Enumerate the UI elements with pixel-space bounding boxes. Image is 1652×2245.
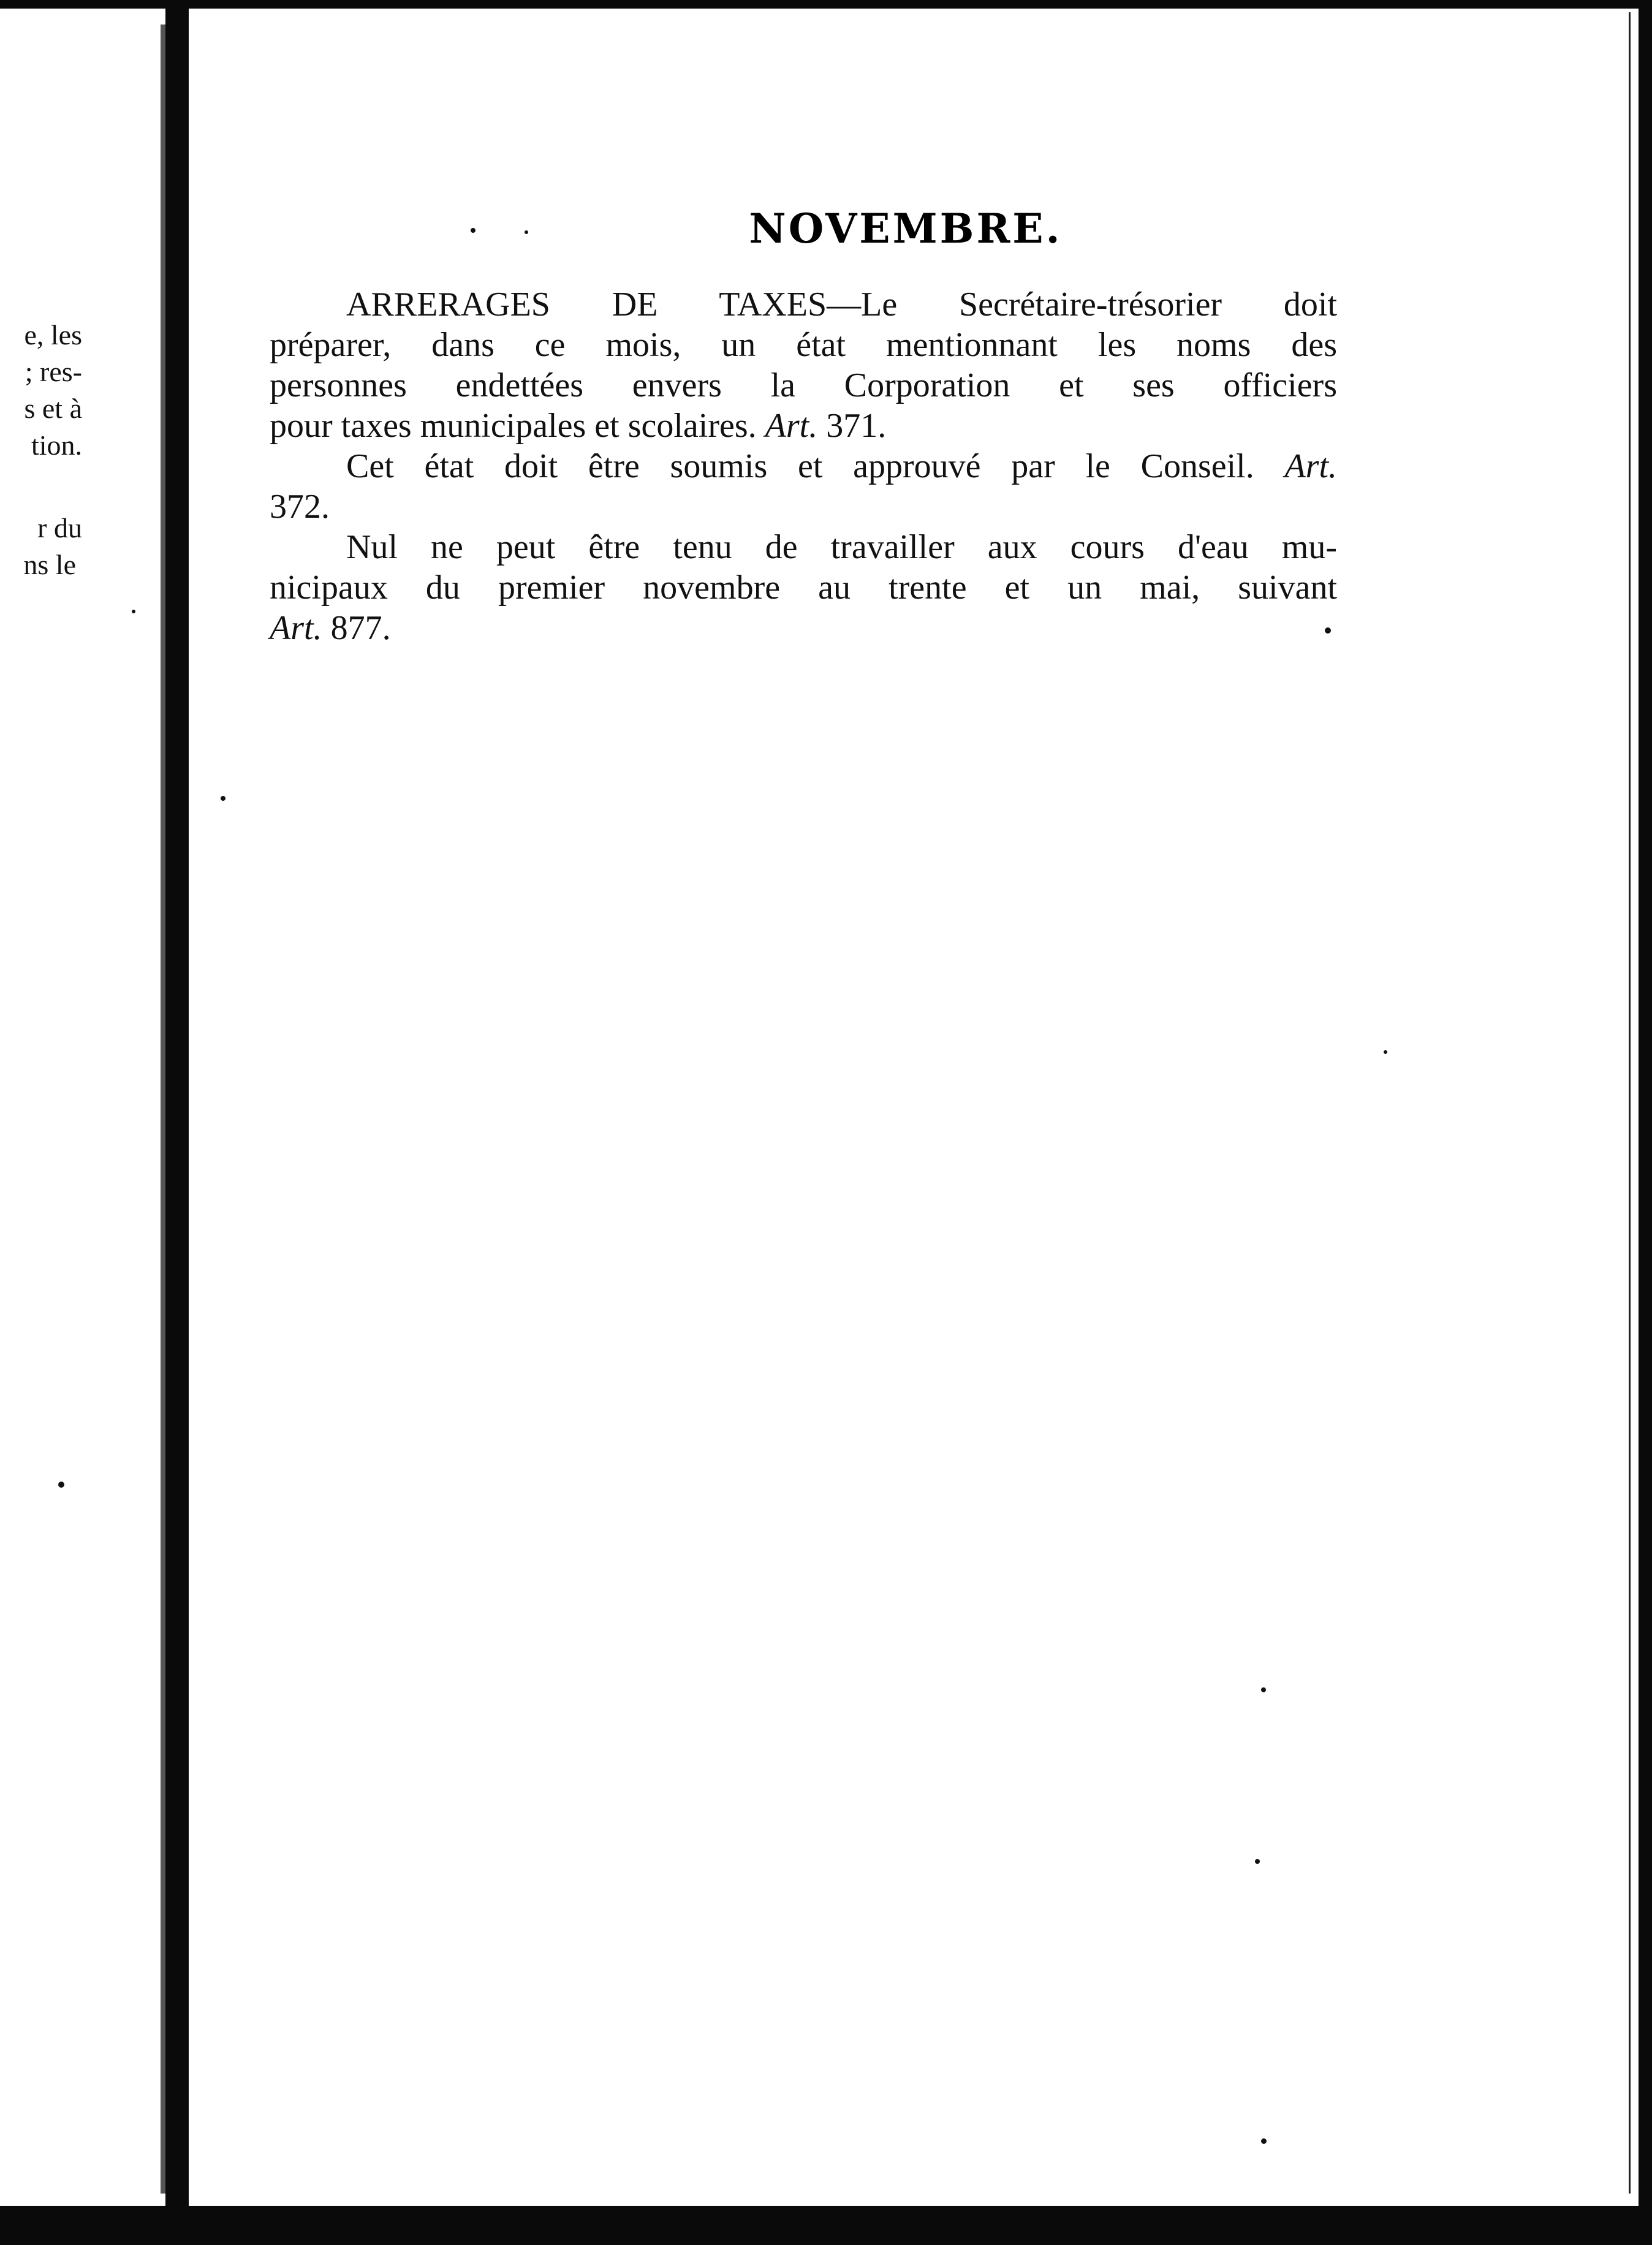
scan-speck [1261, 2138, 1267, 2144]
article-number: 371. [826, 407, 887, 445]
scan-speck [1384, 1050, 1387, 1054]
paragraph-1-line-4 [270, 406, 1337, 446]
scan-border-top [0, 0, 1652, 9]
scan-speck [1325, 627, 1331, 634]
paragraph-2-line-1-text: Cet état doit être soumis et approuvé par le Conseil. [346, 447, 1254, 485]
scan-speck [1261, 1687, 1266, 1692]
paragraph-1-line-1: ARRERAGES DE TAXES—Le Secrétaire-trésorier doit [346, 286, 1337, 324]
left-page-line: ns le [23, 549, 76, 580]
paragraph-2-line-2: 372. [270, 488, 330, 526]
left-page-line: e, les [24, 319, 82, 350]
book-gutter [165, 0, 189, 2245]
article-label: Art. [270, 609, 322, 647]
left-page-line: tion. [31, 430, 82, 461]
page-body [270, 284, 1337, 648]
scan-speck [221, 796, 225, 801]
paragraph-1-line-4-text: pour taxes municipales et scolaires. [270, 407, 757, 445]
article-number: 877. [330, 609, 391, 647]
paragraph-3-line-3 [270, 608, 1337, 648]
scan-speck [132, 610, 135, 613]
scan-speck [525, 230, 528, 234]
left-page-line: ; res- [25, 356, 82, 387]
paragraph-1-line-2: préparer, dans ce mois, un état mentionnant les noms des [270, 326, 1337, 364]
page-edge [1629, 12, 1631, 2194]
paragraph-2-line-1 [270, 446, 1337, 486]
page-heading: NOVEMBRE. [749, 205, 1063, 252]
paragraph-3-line-1: Nul ne peut être tenu de travailler aux cours d'eau mu- [346, 528, 1337, 566]
left-page-fragment [0, 0, 161, 2206]
scan-speck [58, 1482, 64, 1488]
article-label: Art. [765, 407, 818, 445]
paragraph-3-line-2: nicipaux du premier novembre au trente et un mai, suivant [270, 569, 1337, 607]
left-page-line: s et à [24, 393, 82, 424]
scan-border-right [1639, 0, 1652, 2245]
scan-border-bottom [0, 2206, 1652, 2245]
paragraph-1-line-3: personnes endettées envers la Corporation et ses officiers [270, 366, 1337, 404]
scan-speck [1255, 1859, 1260, 1864]
right-page [189, 9, 1629, 2206]
article-label: Art. [1284, 447, 1338, 485]
scan-speck [471, 228, 476, 233]
left-page-line: r du [37, 512, 82, 543]
